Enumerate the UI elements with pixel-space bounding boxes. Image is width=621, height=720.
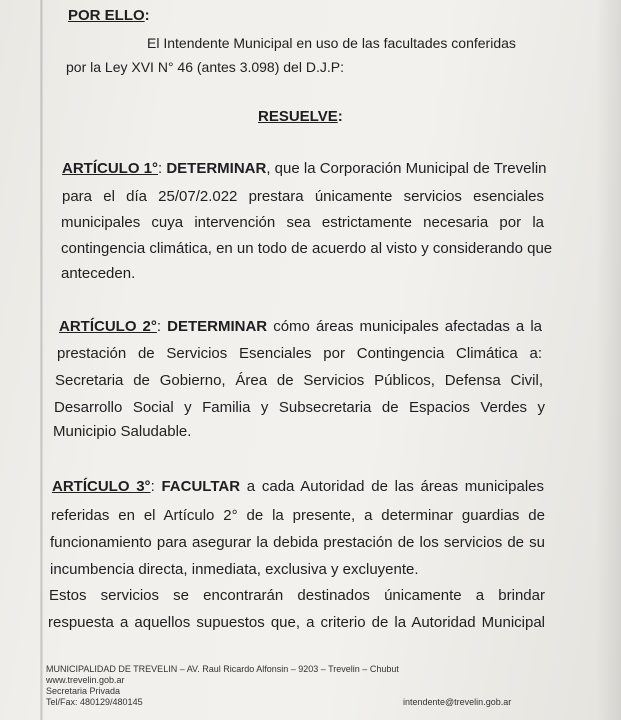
resuelve-heading: RESUELVE: [258, 108, 343, 125]
article-2-line-4: Desarrollo Social y Familia y Subsecretaria de Espacios Verdes y [54, 399, 545, 416]
article-3-line-2: referidas en el Artículo 2° de la presente, a determinar guardias de [51, 507, 545, 524]
article-3-verb: FACULTAR [161, 478, 241, 495]
paper-fold-shadow [40, 0, 43, 720]
article-2-line-5: Municipio Saludable. [53, 423, 192, 440]
article-3-line-3: funcionamiento para asegurar la debida prestación de los servicios de su [50, 534, 545, 551]
article-2-line-1: ARTÍCULO 2°: DETERMINAR cómo áreas municipales afectadas a la [59, 318, 542, 335]
article-1-line-1: ARTÍCULO 1°: DETERMINAR, que la Corporación Municipal de Trevelin [62, 160, 547, 177]
preamble-line-1: El Intendente Municipal en uso de las facultades conferidas [147, 35, 516, 51]
article-3-label: ARTÍCULO 3° [52, 478, 151, 495]
article-3-line-1: ARTÍCULO 3°: FACULTAR a cada Autoridad de las áreas municipales [52, 478, 545, 495]
article-2-verb: DETERMINAR [167, 318, 268, 335]
paper-edge-shadow [596, 0, 621, 720]
article-1-verb: DETERMINAR [166, 160, 267, 177]
article-3-line-5: Estos servicios se encontrarán destinados únicamente a brindar [49, 587, 545, 604]
footer-office: Secretaria Privada [46, 686, 121, 696]
footer-email: intendente@trevelin.gob.ar [403, 697, 512, 707]
article-3-line-4: incumbencia directa, inmediata, exclusiva y excluyente. [50, 561, 419, 578]
por-ello-heading: POR ELLO: [68, 7, 150, 24]
article-3-line-6: respuesta a aquellos supuestos que, a criterio de la Autoridad Municipal [48, 614, 545, 631]
article-1-label: ARTÍCULO 1° [62, 160, 158, 177]
article-1-line-5: anteceden. [61, 265, 136, 282]
article-1-line-4: contingencia climática, en un todo de acuerdo al visto y considerando que [61, 240, 553, 257]
footer-web: www.trevelin.gob.ar [46, 675, 125, 685]
article-1-line-2: para el día 25/07/2.022 prestara únicamente servicios esenciales [62, 188, 544, 205]
footer-phone: Tel/Fax: 480129/480145 [46, 697, 143, 707]
article-2-line-3: Secretaria de Gobierno, Área de Servicios Públicos, Defensa Civil, [55, 372, 543, 389]
article-1-line-3: municipales cuya intervención sea estrictamente necesaria por la [61, 214, 544, 231]
article-2-line-2: prestación de Servicios Esenciales por Contingencia Climática a: [57, 345, 542, 362]
article-2-label: ARTÍCULO 2° [59, 318, 157, 335]
preamble-line-2: por la Ley XVI N° 46 (antes 3.098) del D.J.P: [66, 59, 344, 75]
footer-address: MUNICIPALIDAD DE TREVELIN – AV. Raul Ricardo Alfonsin – 9203 – Trevelin – Chubut [46, 664, 399, 674]
